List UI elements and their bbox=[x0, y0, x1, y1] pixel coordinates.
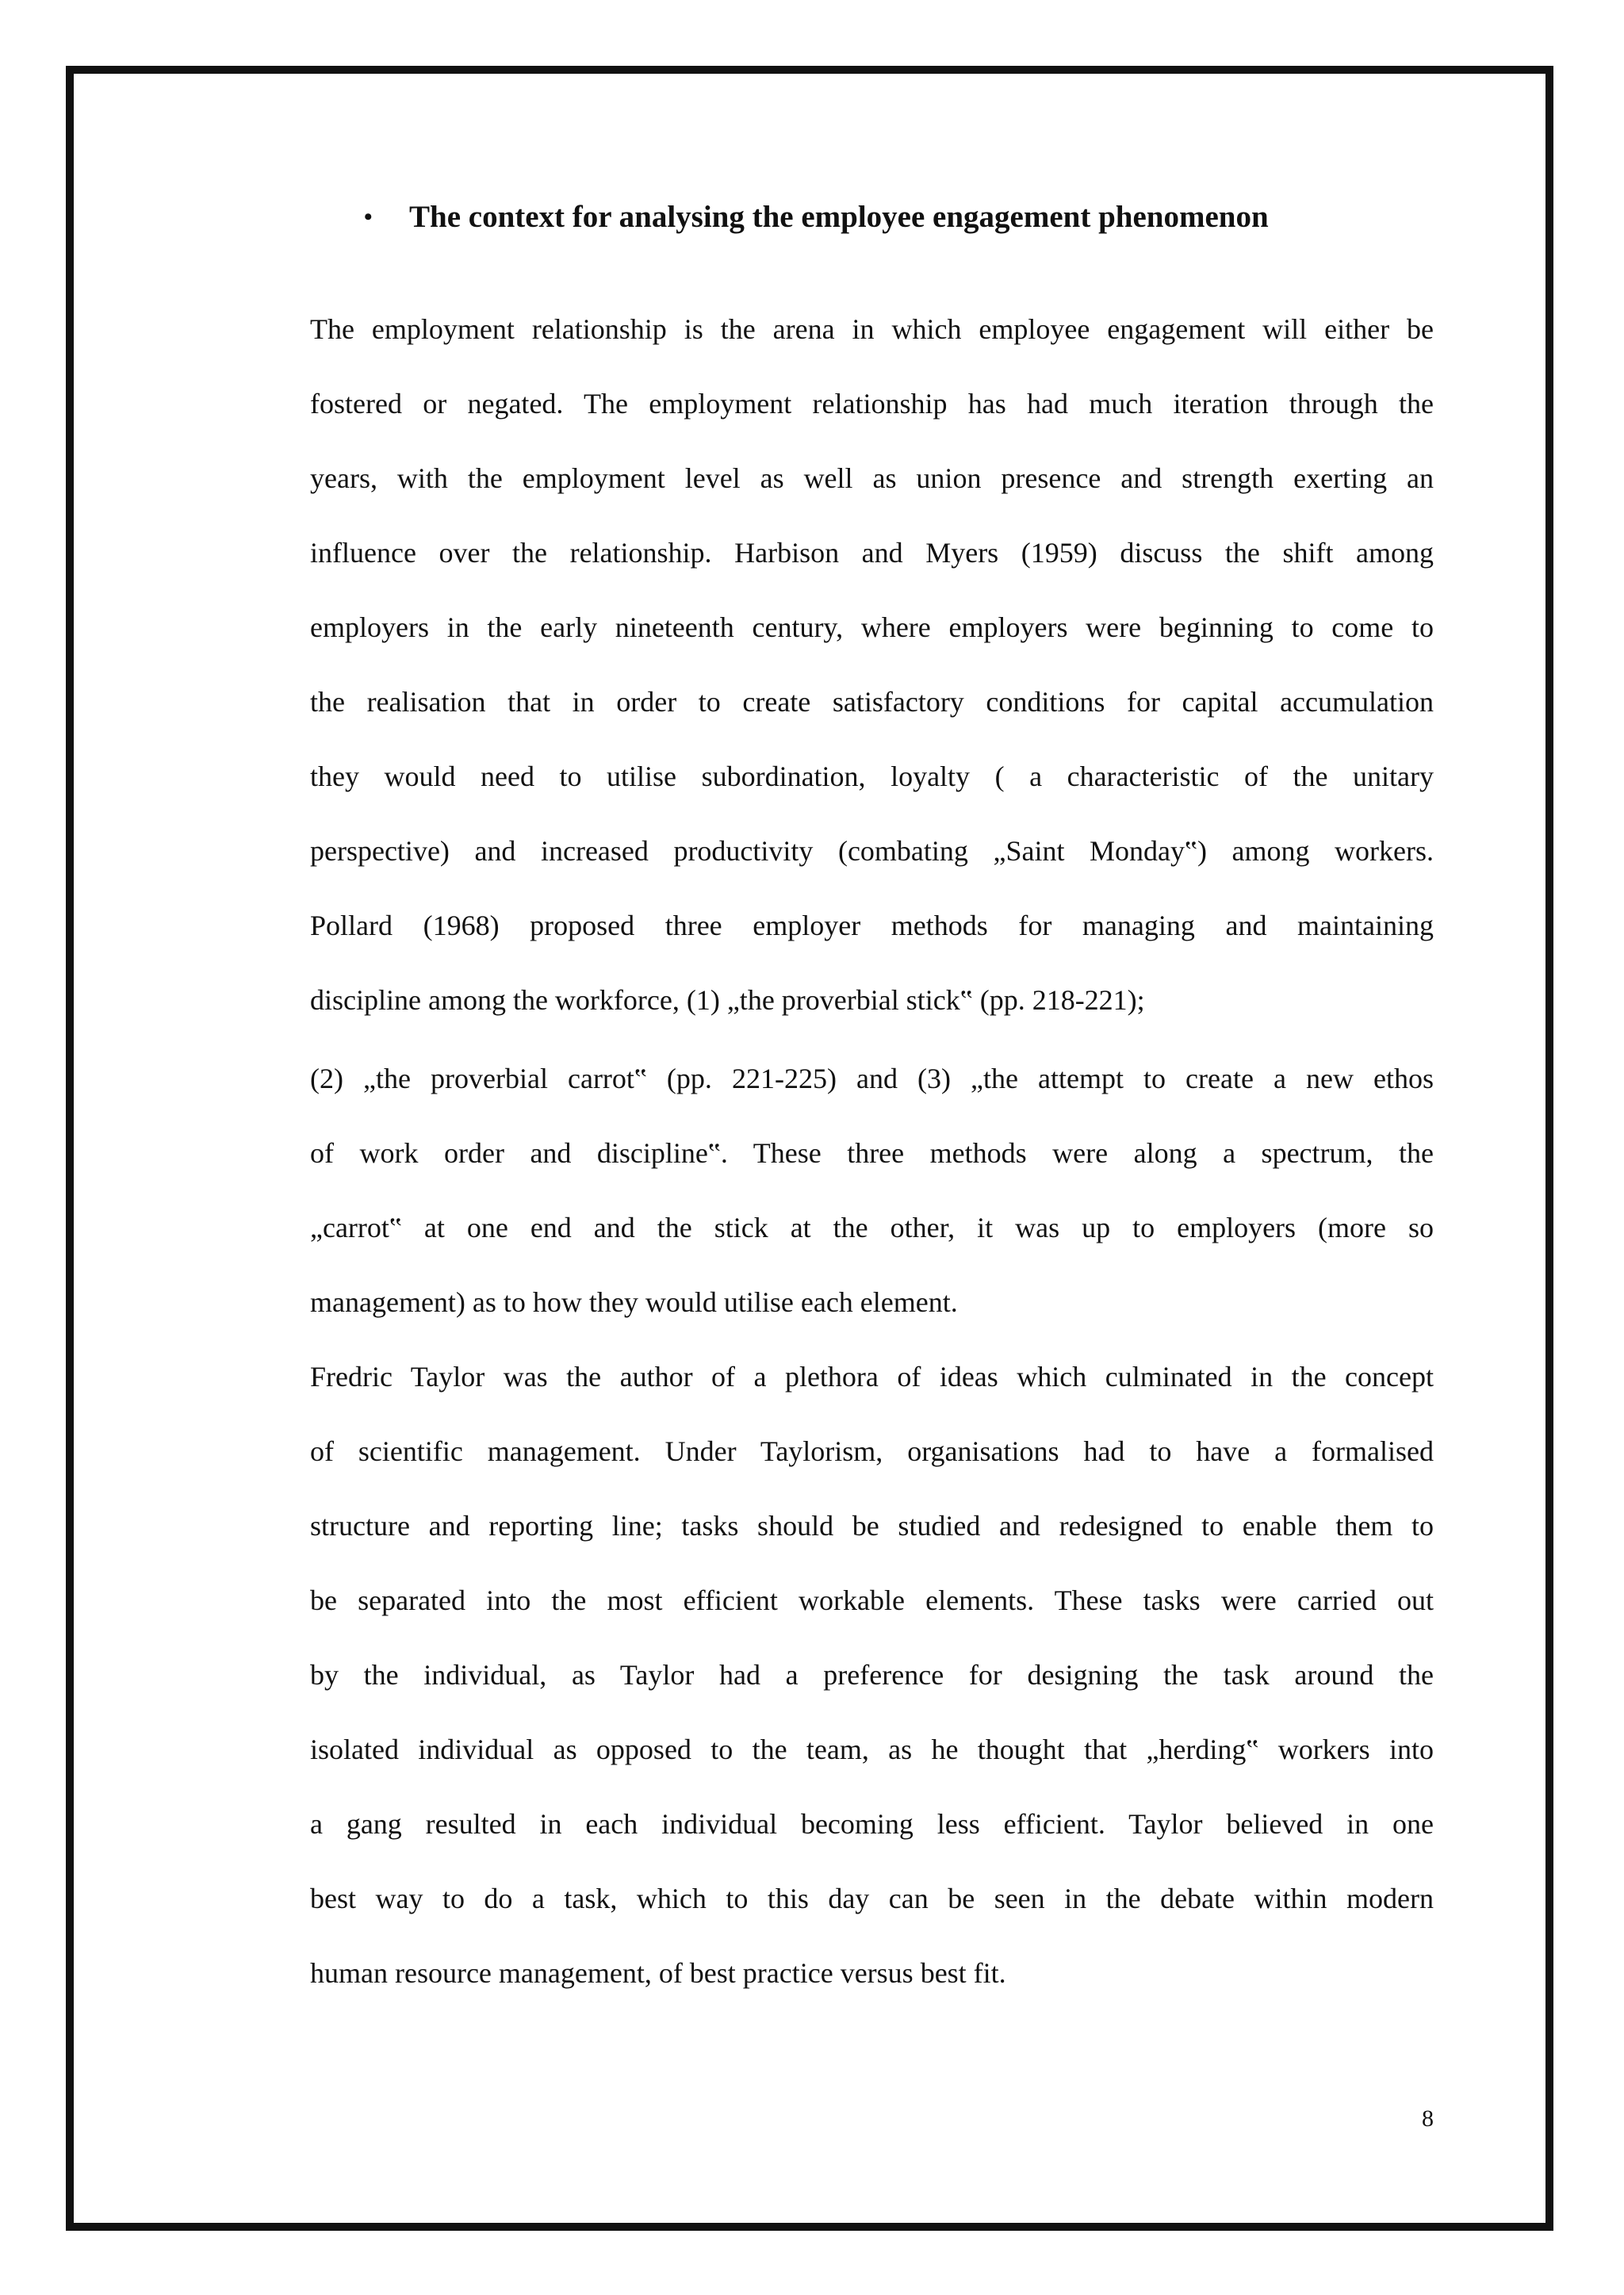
paragraph-line: Pollard (1968) proposed three employer methods for managing and maintaining bbox=[310, 910, 1434, 941]
paragraph-line: human resource management, of best practice versus best fit. bbox=[310, 1957, 1006, 1989]
paragraph-line: (2) „the proverbial carrot‟ (pp. 221-225) and (3) „the attempt to create a new ethos bbox=[310, 1063, 1434, 1094]
paragraph-line: The employment relationship is the arena in which employee engagement will either be bbox=[310, 313, 1434, 345]
paragraph-line: management) as to how they would utilise each element. bbox=[310, 1286, 958, 1318]
paragraph-line: years, with the employment level as well as union presence and strength exerting an bbox=[310, 462, 1434, 494]
paragraph-line: fostered or negated. The employment relationship has had much iteration through the bbox=[310, 388, 1434, 420]
paragraph-line: discipline among the workforce, (1) „the proverbial stick‟ (pp. 218-221); bbox=[310, 984, 1145, 1016]
paragraph-line: influence over the relationship. Harbison and Myers (1959) discuss the shift among bbox=[310, 537, 1434, 569]
paragraph-line: of work order and discipline‟. These three methods were along a spectrum, the bbox=[310, 1137, 1434, 1169]
paragraph-line: isolated individual as opposed to the team, as he thought that „herding‟ workers into bbox=[310, 1734, 1434, 1765]
paragraph-taylorism bbox=[310, 1339, 1434, 2010]
paragraph-employment-relationship bbox=[310, 292, 1434, 1037]
paragraph-line: Fredric Taylor was the author of a plethora of ideas which culminated in the concept bbox=[310, 1361, 1434, 1393]
paragraph-line: „carrot‟ at one end and the stick at the other, it was up to employers (more so bbox=[310, 1212, 1434, 1243]
paragraph-line: employers in the early nineteenth century, where employers were beginning to come to bbox=[310, 611, 1434, 643]
paragraph-line: structure and reporting line; tasks should be studied and redesigned to enable them to bbox=[310, 1510, 1434, 1542]
bullet-icon: • bbox=[364, 204, 373, 230]
paragraph-line: perspective) and increased productivity (combating „Saint Monday‟) among workers. bbox=[310, 835, 1434, 867]
section-heading bbox=[310, 187, 1434, 247]
paragraph-line: of scientific management. Under Taylorism, organisations had to have a formalised bbox=[310, 1435, 1434, 1467]
page-number: 8 bbox=[1422, 2105, 1434, 2132]
paragraph-line: a gang resulted in each individual becoming less efficient. Taylor believed in one bbox=[310, 1808, 1434, 1840]
paragraph-pollard-methods bbox=[310, 1041, 1434, 1339]
section-heading-text: The context for analysing the employee engagement phenomenon bbox=[409, 200, 1269, 234]
paragraph-line: by the individual, as Taylor had a preference for designing the task around the bbox=[310, 1659, 1434, 1691]
paragraph-line: they would need to utilise subordination, loyalty ( a characteristic of the unitary bbox=[310, 761, 1434, 792]
paragraph-line: the realisation that in order to create satisfactory conditions for capital accumulation bbox=[310, 686, 1434, 718]
paragraph-line: best way to do a task, which to this day can be seen in the debate within modern bbox=[310, 1883, 1434, 1914]
paragraph-line: be separated into the most efficient workable elements. These tasks were carried out bbox=[310, 1584, 1434, 1616]
